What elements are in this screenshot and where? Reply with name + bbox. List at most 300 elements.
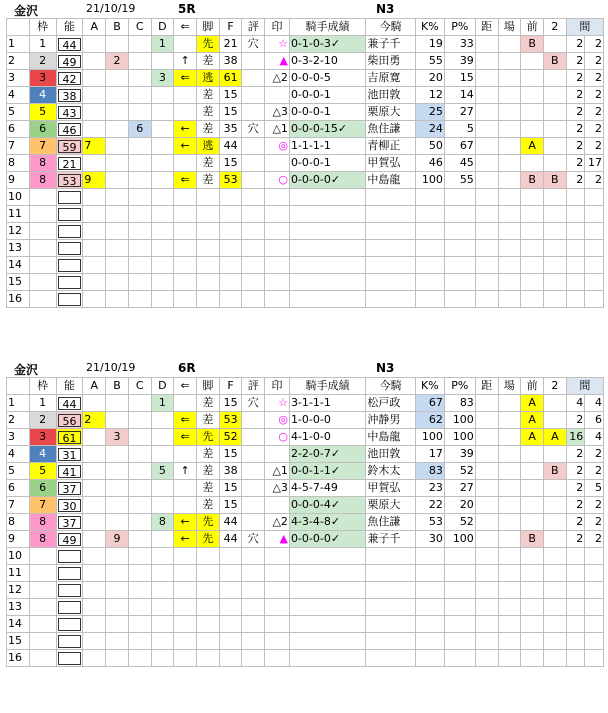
interval-cell-1: 2: [566, 463, 585, 480]
interval-cell-2: 2: [585, 138, 604, 155]
jockey-name-cell: 池田敦: [366, 87, 416, 104]
col-d: [151, 155, 174, 172]
horse-row[interactable]: [7, 531, 604, 548]
second-cell: B: [543, 463, 566, 480]
row-number: 4: [7, 87, 30, 104]
empty-cell: [289, 548, 365, 565]
race-table: [6, 18, 604, 308]
kyaku-cell: 先: [197, 429, 220, 446]
empty-cell: [585, 189, 604, 206]
hyo-cell: [242, 172, 265, 189]
waku-cell: [29, 257, 56, 274]
col-d: 1: [151, 395, 174, 412]
ability-cell: [56, 395, 83, 412]
col-b: 9: [106, 531, 129, 548]
empty-cell: [83, 616, 106, 633]
horse-row[interactable]: [7, 429, 604, 446]
empty-cell: [128, 599, 151, 616]
previous-cell: [521, 514, 544, 531]
empty-cell: [197, 548, 220, 565]
interval-cell-1: 2: [566, 497, 585, 514]
col-a: [83, 395, 106, 412]
arrow-cell: [174, 87, 197, 104]
kyaku-cell: 差: [197, 121, 220, 138]
empty-cell: [151, 240, 174, 257]
col-b: [106, 155, 129, 172]
waku-cell: [29, 565, 56, 582]
jockey-record-cell: 0-0-0-1: [289, 87, 365, 104]
interval-cell-2: 17: [585, 155, 604, 172]
col-b: [106, 480, 129, 497]
empty-cell: [289, 240, 365, 257]
empty-cell: [498, 240, 521, 257]
horse-row[interactable]: [7, 172, 604, 189]
col-b: [106, 121, 129, 138]
ability-cell: [56, 104, 83, 121]
empty-cell: [197, 616, 220, 633]
header-0: 枠: [29, 19, 56, 36]
empty-row: [7, 274, 604, 291]
empty-cell: [174, 582, 197, 599]
col-d: [151, 121, 174, 138]
col-d: [151, 53, 174, 70]
empty-cell: [128, 565, 151, 582]
horse-row[interactable]: [7, 395, 604, 412]
horse-row[interactable]: [7, 497, 604, 514]
empty-cell: [174, 189, 197, 206]
kyaku-cell: 差: [197, 497, 220, 514]
ability-cell: [56, 650, 83, 667]
empty-cell: [289, 206, 365, 223]
interval-cell-2: 2: [585, 121, 604, 138]
kyaku-cell: 先: [197, 531, 220, 548]
empty-cell: [566, 650, 585, 667]
header-3: B: [106, 378, 129, 395]
kyaku-cell: 差: [197, 172, 220, 189]
col-a: [83, 514, 106, 531]
empty-cell: [151, 257, 174, 274]
empty-cell: [566, 189, 585, 206]
empty-cell: [475, 240, 498, 257]
ability-box: 31: [58, 448, 82, 461]
arrow-cell: ←: [174, 121, 197, 138]
empty-cell: [415, 650, 444, 667]
k-percent-cell: 50: [415, 138, 444, 155]
horse-row[interactable]: [7, 53, 604, 70]
f-cell: 52: [219, 429, 242, 446]
previous-cell: B: [521, 36, 544, 53]
empty-cell: [265, 633, 290, 650]
empty-cell: [415, 548, 444, 565]
header-9: 評: [242, 378, 265, 395]
ability-box: 21: [58, 157, 82, 170]
kyaku-cell: 差: [197, 395, 220, 412]
row-number: 13: [7, 599, 30, 616]
venue-cell: [498, 446, 521, 463]
waku-cell: 1: [29, 36, 56, 53]
row-number: 7: [7, 138, 30, 155]
row-number: 16: [7, 650, 30, 667]
empty-cell: [521, 206, 544, 223]
second-cell: [543, 155, 566, 172]
hyo-cell: 穴: [242, 36, 265, 53]
row-number: 12: [7, 582, 30, 599]
waku-cell: 6: [29, 480, 56, 497]
ability-cell: [56, 274, 83, 291]
waku-cell: 8: [29, 514, 56, 531]
empty-cell: [566, 240, 585, 257]
venue-cell: [498, 172, 521, 189]
second-cell: [543, 104, 566, 121]
distance-cell: [475, 531, 498, 548]
empty-row: [7, 548, 604, 565]
p-percent-cell: 27: [444, 104, 475, 121]
ability-cell: [56, 463, 83, 480]
empty-cell: [521, 189, 544, 206]
hyo-cell: [242, 497, 265, 514]
empty-cell: [415, 633, 444, 650]
empty-cell: [83, 599, 106, 616]
empty-cell: [498, 616, 521, 633]
empty-cell: [444, 599, 475, 616]
empty-cell: [366, 616, 416, 633]
horse-row[interactable]: [7, 138, 604, 155]
second-cell: [543, 70, 566, 87]
p-percent-cell: 52: [444, 463, 475, 480]
empty-cell: [366, 223, 416, 240]
empty-cell: [106, 633, 129, 650]
row-number: 9: [7, 531, 30, 548]
f-cell: 53: [219, 172, 242, 189]
jockey-name-cell: 甲賀弘: [366, 480, 416, 497]
empty-cell: [151, 206, 174, 223]
empty-cell: [197, 565, 220, 582]
previous-cell: [521, 155, 544, 172]
empty-cell: [128, 548, 151, 565]
empty-cell: [585, 240, 604, 257]
empty-cell: [242, 291, 265, 308]
empty-cell: [219, 616, 242, 633]
ability-box: 37: [58, 516, 82, 529]
horse-row[interactable]: [7, 480, 604, 497]
empty-row: [7, 565, 604, 582]
col-c: [128, 138, 151, 155]
empty-cell: [566, 582, 585, 599]
empty-cell: [128, 206, 151, 223]
header-14: P%: [444, 378, 475, 395]
k-percent-cell: 17: [415, 446, 444, 463]
waku-cell: [29, 206, 56, 223]
row-number: 2: [7, 53, 30, 70]
second-cell: [543, 531, 566, 548]
col-a: [83, 446, 106, 463]
empty-cell: [106, 616, 129, 633]
empty-cell: [106, 548, 129, 565]
mark-cell: △1: [265, 463, 290, 480]
jockey-record-cell: 4-5-7-49: [289, 480, 365, 497]
ability-cell: [56, 291, 83, 308]
empty-cell: [543, 599, 566, 616]
row-number: 1: [7, 395, 30, 412]
ability-cell: [56, 633, 83, 650]
waku-cell: 2: [29, 412, 56, 429]
empty-cell: [83, 257, 106, 274]
horse-row[interactable]: [7, 36, 604, 53]
horse-row[interactable]: [7, 412, 604, 429]
empty-cell: [366, 291, 416, 308]
empty-row: [7, 206, 604, 223]
k-percent-cell: 67: [415, 395, 444, 412]
arrow-cell: ↑: [174, 53, 197, 70]
kyaku-cell: 先: [197, 514, 220, 531]
waku-cell: 7: [29, 497, 56, 514]
empty-cell: [498, 257, 521, 274]
venue-cell: [498, 155, 521, 172]
venue-cell: [498, 480, 521, 497]
ability-box: 41: [58, 465, 82, 478]
kyaku-cell: 逃: [197, 70, 220, 87]
second-cell: [543, 446, 566, 463]
row-number: 14: [7, 616, 30, 633]
empty-cell: [128, 223, 151, 240]
mark-cell: ○: [265, 172, 290, 189]
venue-label: 金沢: [14, 4, 39, 18]
f-cell: 15: [219, 155, 242, 172]
distance-cell: [475, 104, 498, 121]
hyo-cell: [242, 104, 265, 121]
venue-label: 金沢: [14, 363, 39, 377]
empty-cell: [543, 616, 566, 633]
p-percent-cell: 20: [444, 497, 475, 514]
empty-cell: [521, 240, 544, 257]
venue-cell: [498, 463, 521, 480]
empty-cell: [585, 633, 604, 650]
empty-cell: [197, 599, 220, 616]
kyaku-cell: 先: [197, 36, 220, 53]
empty-cell: [366, 633, 416, 650]
ability-cell: [56, 172, 83, 189]
empty-cell: [566, 223, 585, 240]
empty-cell: [197, 274, 220, 291]
empty-cell: [174, 257, 197, 274]
waku-cell: [29, 189, 56, 206]
col-c: [128, 53, 151, 70]
header-0: 枠: [29, 378, 56, 395]
empty-cell: [444, 565, 475, 582]
empty-row: [7, 650, 604, 667]
empty-cell: [289, 274, 365, 291]
empty-cell: [128, 291, 151, 308]
empty-cell: [106, 274, 129, 291]
empty-cell: [498, 548, 521, 565]
empty-cell: [289, 633, 365, 650]
col-d: [151, 429, 174, 446]
distance-cell: [475, 446, 498, 463]
col-b: [106, 172, 129, 189]
ability-box: 59: [58, 140, 82, 153]
waku-cell: [29, 650, 56, 667]
hyo-cell: 穴: [242, 531, 265, 548]
p-percent-cell: 15: [444, 70, 475, 87]
empty-cell: [219, 548, 242, 565]
col-a: [83, 104, 106, 121]
col-d: 3: [151, 70, 174, 87]
empty-cell: [265, 257, 290, 274]
previous-cell: [521, 121, 544, 138]
hyo-cell: [242, 446, 265, 463]
empty-cell: [83, 565, 106, 582]
waku-cell: 3: [29, 70, 56, 87]
empty-cell: [106, 189, 129, 206]
horse-row[interactable]: [7, 446, 604, 463]
ability-cell: [56, 121, 83, 138]
ability-box: [58, 225, 82, 238]
empty-cell: [106, 599, 129, 616]
row-number: 11: [7, 206, 30, 223]
empty-cell: [242, 565, 265, 582]
empty-cell: [521, 223, 544, 240]
col-a: [83, 531, 106, 548]
mark-cell: [265, 155, 290, 172]
empty-cell: [566, 616, 585, 633]
empty-cell: [242, 650, 265, 667]
col-c: [128, 412, 151, 429]
mark-cell: △3: [265, 480, 290, 497]
distance-cell: [475, 172, 498, 189]
f-cell: 44: [219, 531, 242, 548]
jockey-name-cell: 中島龍: [366, 429, 416, 446]
empty-cell: [151, 291, 174, 308]
empty-cell: [128, 274, 151, 291]
empty-cell: [543, 565, 566, 582]
empty-cell: [585, 616, 604, 633]
second-cell: [543, 138, 566, 155]
waku-cell: 5: [29, 463, 56, 480]
second-cell: [543, 121, 566, 138]
jockey-name-cell: 兼子千: [366, 36, 416, 53]
ability-box: 49: [58, 533, 82, 546]
header-13: K%: [415, 19, 444, 36]
row-number: 1: [7, 36, 30, 53]
distance-cell: [475, 480, 498, 497]
horse-row[interactable]: [7, 104, 604, 121]
distance-cell: [475, 36, 498, 53]
second-cell: B: [543, 53, 566, 70]
empty-cell: [566, 548, 585, 565]
empty-cell: [197, 240, 220, 257]
empty-cell: [219, 650, 242, 667]
empty-cell: [444, 291, 475, 308]
horse-row[interactable]: [7, 155, 604, 172]
empty-cell: [151, 650, 174, 667]
p-percent-cell: 45: [444, 155, 475, 172]
row-number: 5: [7, 104, 30, 121]
empty-cell: [151, 548, 174, 565]
mark-cell: △2: [265, 70, 290, 87]
mark-cell: ◎: [265, 138, 290, 155]
row-number: 10: [7, 548, 30, 565]
second-cell: [543, 497, 566, 514]
ability-box: [58, 618, 82, 631]
row-number: 4: [7, 446, 30, 463]
distance-cell: [475, 87, 498, 104]
waku-cell: [29, 633, 56, 650]
col-c: [128, 104, 151, 121]
empty-cell: [174, 599, 197, 616]
ability-box: 49: [58, 55, 82, 68]
empty-cell: [128, 650, 151, 667]
horse-row[interactable]: [7, 463, 604, 480]
mark-cell: ○: [265, 429, 290, 446]
previous-cell: A: [521, 412, 544, 429]
horse-row[interactable]: [7, 70, 604, 87]
empty-cell: [415, 274, 444, 291]
ability-box: 30: [58, 499, 82, 512]
arrow-cell: [174, 155, 197, 172]
waku-cell: [29, 240, 56, 257]
venue-cell: [498, 87, 521, 104]
mark-cell: ▲: [265, 531, 290, 548]
jockey-name-cell: 池田敦: [366, 446, 416, 463]
header-10: 印: [265, 19, 290, 36]
empty-cell: [475, 257, 498, 274]
second-cell: [543, 412, 566, 429]
header-3: B: [106, 19, 129, 36]
ability-box: 38: [58, 89, 82, 102]
k-percent-cell: 24: [415, 121, 444, 138]
waku-cell: [29, 291, 56, 308]
empty-cell: [197, 223, 220, 240]
empty-cell: [543, 257, 566, 274]
jockey-name-cell: 鈴木太: [366, 463, 416, 480]
horse-row[interactable]: [7, 87, 604, 104]
empty-cell: [415, 240, 444, 257]
empty-cell: [265, 599, 290, 616]
ability-cell: [56, 53, 83, 70]
waku-cell: [29, 223, 56, 240]
col-c: [128, 480, 151, 497]
f-cell: 15: [219, 395, 242, 412]
header-15: 距: [475, 19, 498, 36]
hyo-cell: [242, 138, 265, 155]
interval-cell-1: 2: [566, 514, 585, 531]
horse-row[interactable]: [7, 121, 604, 138]
empty-cell: [83, 274, 106, 291]
empty-cell: [174, 240, 197, 257]
interval-cell-1: 4: [566, 395, 585, 412]
distance-cell: [475, 138, 498, 155]
header-row: [7, 378, 604, 395]
empty-cell: [242, 582, 265, 599]
p-percent-cell: 100: [444, 429, 475, 446]
arrow-cell: [174, 446, 197, 463]
header-11: 騎手成績: [289, 19, 365, 36]
horse-row[interactable]: [7, 514, 604, 531]
jockey-record-cell: 0-0-0-1: [289, 104, 365, 121]
empty-cell: [106, 223, 129, 240]
empty-cell: [415, 582, 444, 599]
col-b: 2: [106, 53, 129, 70]
venue-cell: [498, 412, 521, 429]
empty-cell: [197, 206, 220, 223]
row-number: 6: [7, 121, 30, 138]
empty-cell: [543, 650, 566, 667]
empty-cell: [444, 257, 475, 274]
empty-cell: [366, 257, 416, 274]
previous-cell: B: [521, 531, 544, 548]
empty-row: [7, 599, 604, 616]
header-16: 場: [498, 378, 521, 395]
